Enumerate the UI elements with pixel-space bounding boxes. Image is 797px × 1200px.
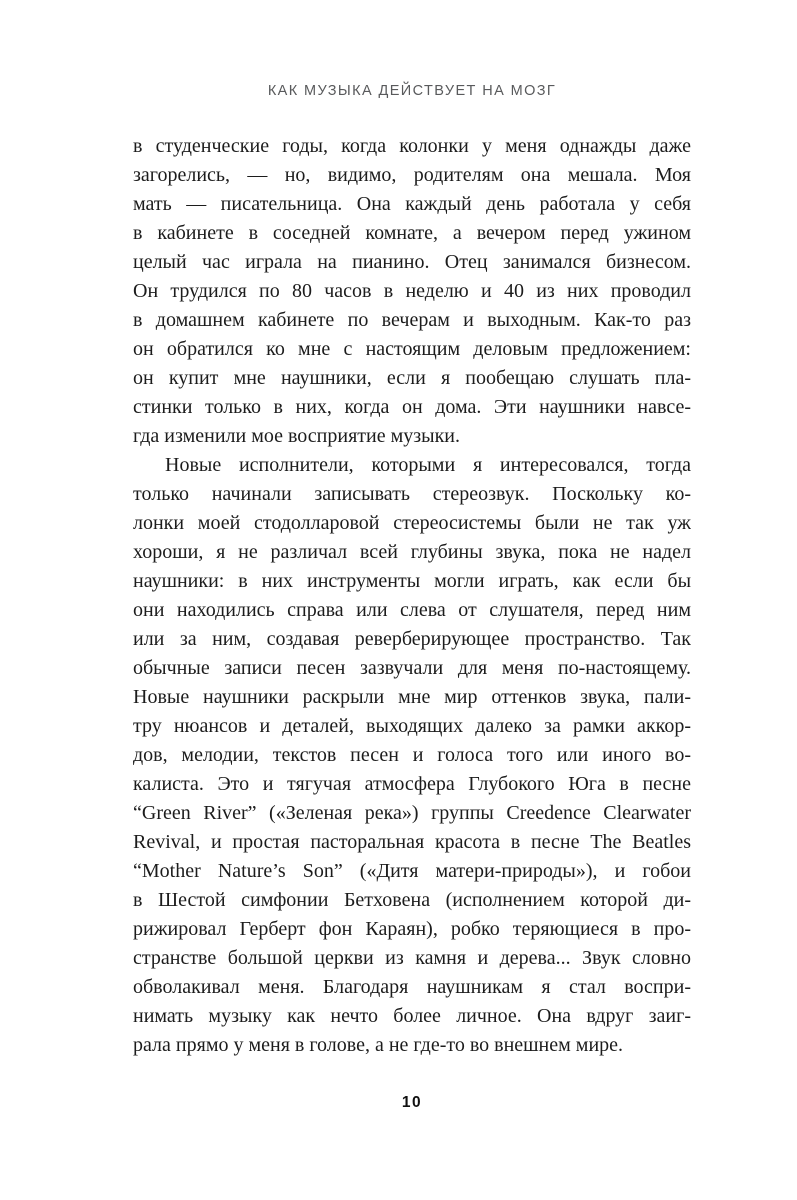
running-header: КАК МУЗЫКА ДЕЙСТВУЕТ НА МОЗГ [267,83,557,99]
text-line: в кабинете в соседней комнате, а вечером перед ужином [133,222,691,244]
text-line: наушники: в них инструменты могли играть, как если бы [133,570,691,592]
text-line: только начинали записывать стереозвук. Поскольку ко- [133,483,691,505]
text-line: он купит мне наушники, если я пообещаю слушать пла- [133,367,691,389]
text-line: целый час играла на пианино. Отец занимался бизнесом. [133,251,691,273]
text-line: рала прямо у меня в голове, а не где-то во внешнем мире. [133,1034,624,1056]
text-line: обычные записи песен зазвучали для меня по-настоящему. [133,657,691,679]
text-line: хороши, я не различал всей глубины звука, пока не надел [133,541,691,563]
text-line: или за ним, создавая реверберирующее пространство. Так [133,628,691,650]
text-line: Он трудился по 80 часов в неделю и 40 из них проводил [133,280,691,302]
text-line: гда изменили мое восприятие музыки. [133,425,461,447]
text-line: загорелись, — но, видимо, родителям она мешала. Моя [133,164,691,186]
paragraph-1 [133,132,691,451]
page-number: 10 [401,1094,423,1111]
text-line: нимать музыку как нечто более личное. Она вдруг заиг- [133,1005,691,1027]
text-line: мать — писательница. Она каждый день работала у себя [133,193,691,215]
paragraph-2 [133,451,691,1060]
text-line: “Green River” («Зеленая река») группы Creedence Clearwater [133,802,691,824]
text-line: “Mother Nature’s Son” («Дитя матери-природы»), и гобои [133,860,691,882]
text-line: тру нюансов и деталей, выходящих далеко за рамки аккор- [133,715,691,737]
text-line: стинки только в них, когда он дома. Эти наушники навсе- [133,396,691,418]
text-line: в студенческие годы, когда колонки у меня однажды даже [133,135,691,157]
text-line: они находились справа или слева от слушателя, перед ним [133,599,691,621]
text-line: странстве большой церкви из камня и дерева... Звук словно [133,947,691,969]
text-line: рижировал Герберт фон Караян), робко теряющиеся в про- [133,918,691,940]
body-text [133,132,691,1060]
text-line: лонки моей стодолларовой стереосистемы были не так уж [133,512,691,534]
text-line: в Шестой симфонии Бетховена (исполнением которой ди- [133,889,691,911]
text-line: калиста. Это и тягучая атмосфера Глубокого Юга в песне [133,773,691,795]
text-line: он обратился ко мне с настоящим деловым предложением: [133,338,691,360]
text-line: Новые исполнители, которыми я интересовался, тогда [165,454,691,476]
text-line: Новые наушники раскрыли мне мир оттенков звука, пали- [133,686,691,708]
text-line: в домашнем кабинете по вечерам и выходным. Как-то раз [133,309,691,331]
text-line: Revival, и простая пасторальная красота в песне The Beatles [133,831,691,853]
text-line: дов, мелодии, текстов песен и голоса того или иного во- [133,744,691,766]
text-line: обволакивал меня. Благодаря наушникам я стал воспри- [133,976,691,998]
